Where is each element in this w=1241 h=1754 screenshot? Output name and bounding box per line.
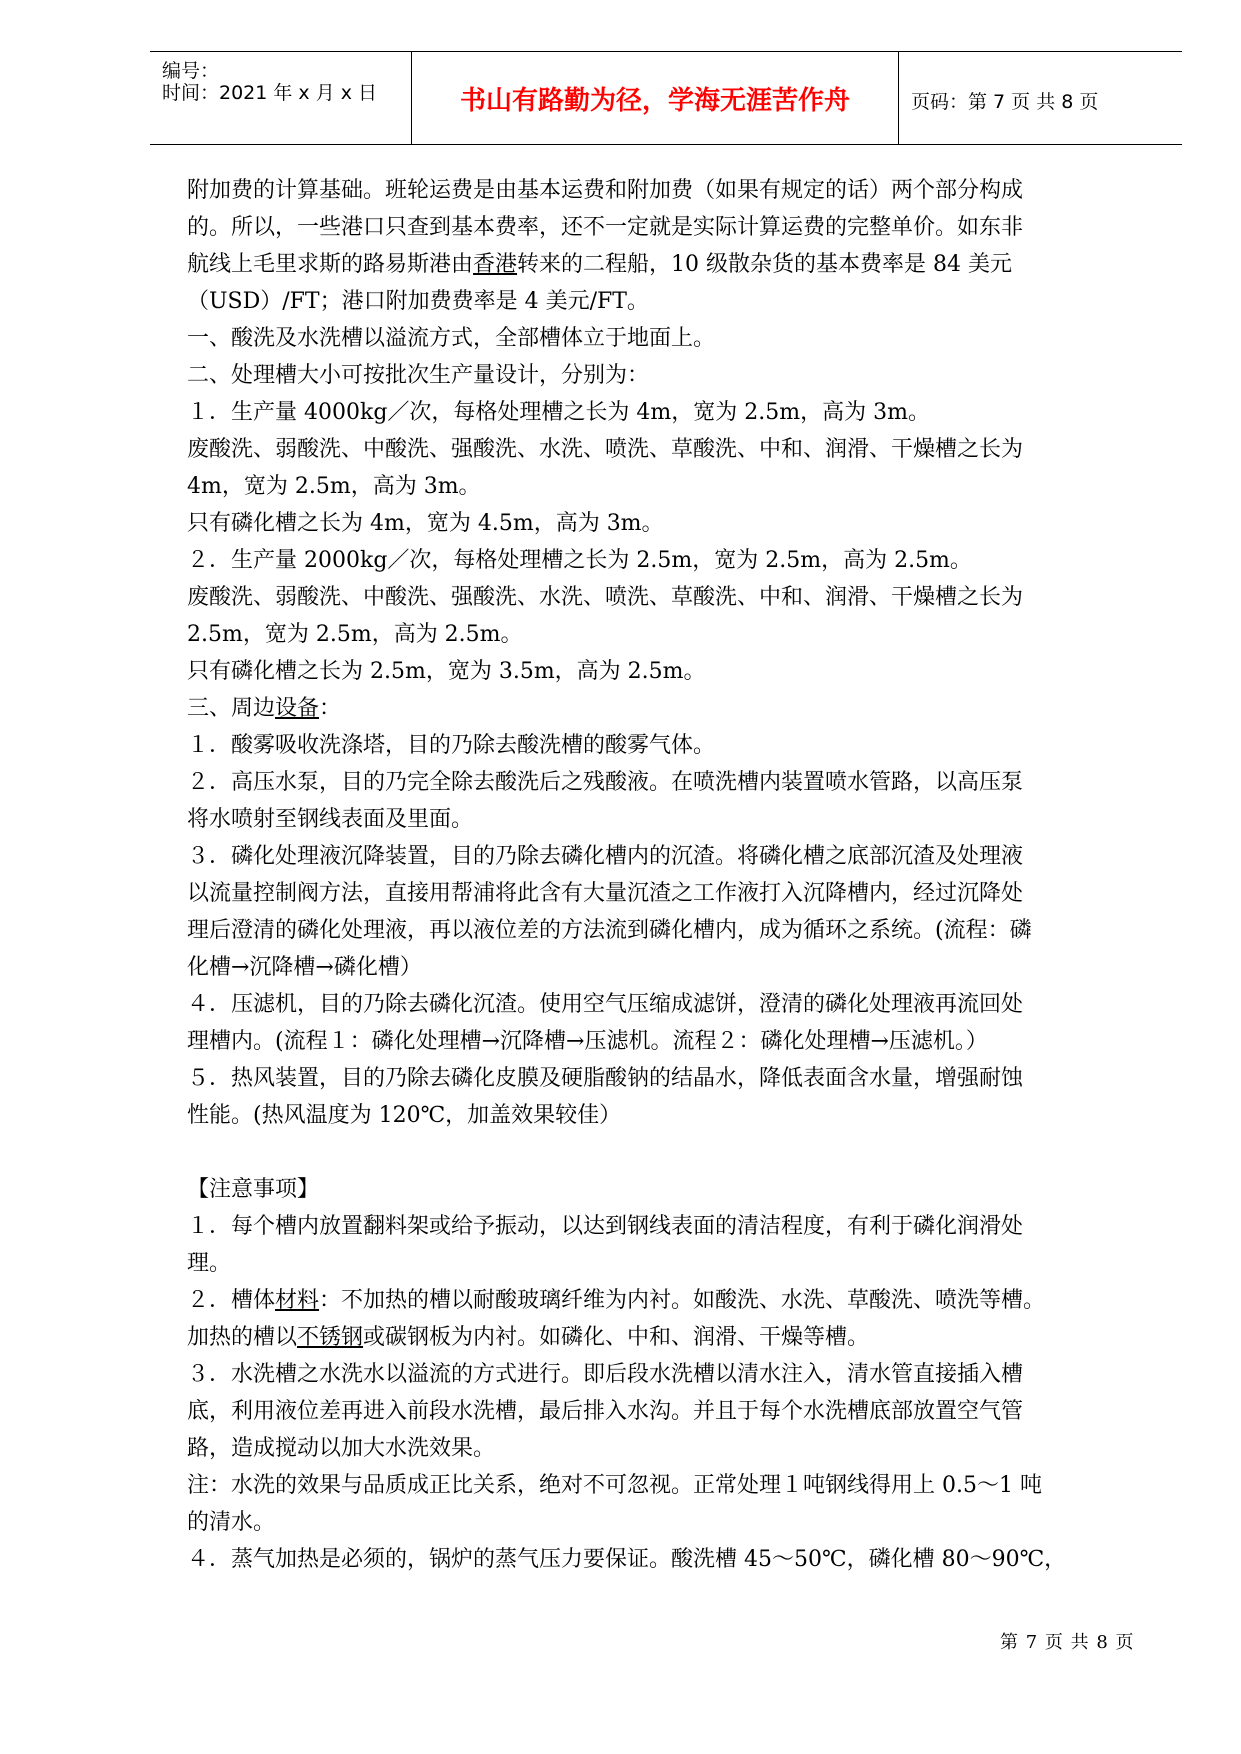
body-line: 底，利用液位差再进入前段水洗槽，最后排入水沟。并且于每个水洗槽底部放置空气管 bbox=[187, 1399, 1024, 1424]
header-motto: 书山有路勤为径，学海无涯苦作舟 bbox=[459, 86, 850, 116]
body-line: 2.5m，宽为 2.5m，高为 2.5m。 bbox=[187, 622, 523, 647]
body-line: ４．蒸气加热是必须的，锅炉的蒸气压力要保证。酸洗槽 45～50℃，磷化槽 80～90℃， bbox=[187, 1547, 1067, 1572]
body-line: 的。所以，一些港口只查到基本费率，还不一定就是实际计算运费的完整单价。如东非 bbox=[187, 215, 1024, 240]
header-center-cell bbox=[412, 52, 899, 144]
body-line: ４．压滤机，目的乃除去磷化沉渣。使用空气压缩成滤饼，澄清的磷化处理液再流回处 bbox=[187, 992, 1024, 1017]
body-line: 性能。(热风温度为 120℃，加盖效果较佳） bbox=[187, 1103, 622, 1128]
body-line: １．生产量 4000kg／次，每格处理槽之长为 4m，宽为 2.5m，高为 3m。 bbox=[187, 400, 930, 425]
body-line: 航线上毛里求斯的路易斯港由香港转来的二程船，10 级散杂货的基本费率是 84 美元 bbox=[187, 252, 1013, 277]
body-line: ５．热风装置，目的乃除去磷化皮膜及硬脂酸钠的结晶水，降低表面含水量，增强耐蚀 bbox=[187, 1066, 1024, 1091]
blank-line bbox=[187, 1134, 1147, 1171]
document-date-label: 时间：2021 年 x 月 x 日 bbox=[162, 82, 378, 104]
body-line: 三、周边设备： bbox=[187, 696, 342, 721]
body-line: 的清水。 bbox=[187, 1510, 276, 1535]
body-line: 只有磷化槽之长为 2.5m，宽为 3.5m，高为 2.5m。 bbox=[187, 659, 706, 684]
body-line: ３．磷化处理液沉降装置，目的乃除去磷化槽内的沉渣。将磷化槽之底部沉渣及处理液 bbox=[187, 844, 1024, 869]
header-left-cell bbox=[150, 52, 412, 144]
body-line: 废酸洗、弱酸洗、中酸洗、强酸洗、水洗、喷洗、草酸洗、中和、润滑、干燥槽之长为 bbox=[187, 585, 1024, 610]
body-line: ２．高压水泵，目的乃完全除去酸洗后之残酸液。在喷洗槽内装置喷水管路，以高压泵 bbox=[187, 770, 1024, 795]
body-line: 注：水洗的效果与品质成正比关系，绝对不可忽视。正常处理１吨钢线得用上 0.5～1 吨 bbox=[187, 1473, 1042, 1498]
page-footer: 第 7 页 共 8 页 bbox=[1000, 1632, 1135, 1653]
body-line: （USD）/FT；港口附加费费率是 4 美元/FT。 bbox=[187, 289, 649, 314]
body-line: 路，造成搅动以加大水洗效果。 bbox=[187, 1436, 496, 1461]
body-line: ２．生产量 2000kg／次，每格处理槽之长为 2.5m，宽为 2.5m，高为 2.5m。 bbox=[187, 548, 972, 573]
body-line: 理后澄清的磷化处理液，再以液位差的方法流到磷化槽内，成为循环之系统。(流程：磷 bbox=[187, 918, 1032, 943]
header-right-cell bbox=[899, 52, 1182, 144]
body-line: 废酸洗、弱酸洗、中酸洗、强酸洗、水洗、喷洗、草酸洗、中和、润滑、干燥槽之长为 bbox=[187, 437, 1024, 462]
body-line: ２．槽体材料：不加热的槽以耐酸玻璃纤维为内衬。如酸洗、水洗、草酸洗、喷洗等槽。 bbox=[187, 1288, 1046, 1313]
body-line: 加热的槽以不锈钢或碳钢板为内衬。如磷化、中和、润滑、干燥等槽。 bbox=[187, 1325, 870, 1350]
body-line: 4m，宽为 2.5m，高为 3m。 bbox=[187, 474, 481, 499]
body-line: 将水喷射至钢线表面及里面。 bbox=[187, 807, 474, 832]
body-line: 理。 bbox=[187, 1251, 232, 1276]
document-body bbox=[187, 172, 1147, 1578]
header-page-info: 页码：第 7 页 共 8 页 bbox=[911, 91, 1099, 113]
body-line: １．酸雾吸收洗涤塔，目的乃除去酸洗槽的酸雾气体。 bbox=[187, 733, 716, 758]
document-number-label: 编号： bbox=[162, 60, 220, 82]
body-line: 一、酸洗及水洗槽以溢流方式，全部槽体立于地面上。 bbox=[187, 326, 716, 351]
body-line: １．每个槽内放置翻料架或给予振动，以达到钢线表面的清洁程度，有利于磷化润滑处 bbox=[187, 1214, 1024, 1239]
body-line: 二、处理槽大小可按批次生产量设计，分别为： bbox=[187, 363, 650, 388]
body-line: 化槽→沉降槽→磷化槽） bbox=[187, 955, 422, 980]
body-line: 附加费的计算基础。班轮运费是由基本运费和附加费（如果有规定的话）两个部分构成 bbox=[187, 178, 1024, 203]
page-header bbox=[150, 51, 1182, 145]
body-line: ３．水洗槽之水洗水以溢流的方式进行。即后段水洗槽以清水注入，清水管直接插入槽 bbox=[187, 1362, 1024, 1387]
body-line: 理槽内。(流程１：磷化处理槽→沉降槽→压滤机。流程２：磷化处理槽→压滤机。） bbox=[187, 1029, 988, 1054]
body-line: 【注意事项】 bbox=[187, 1177, 320, 1202]
body-line: 以流量控制阀方法，直接用帮浦将此含有大量沉渣之工作液打入沉降槽内，经过沉降处 bbox=[187, 881, 1024, 906]
body-line: 只有磷化槽之长为 4m，宽为 4.5m，高为 3m。 bbox=[187, 511, 664, 536]
